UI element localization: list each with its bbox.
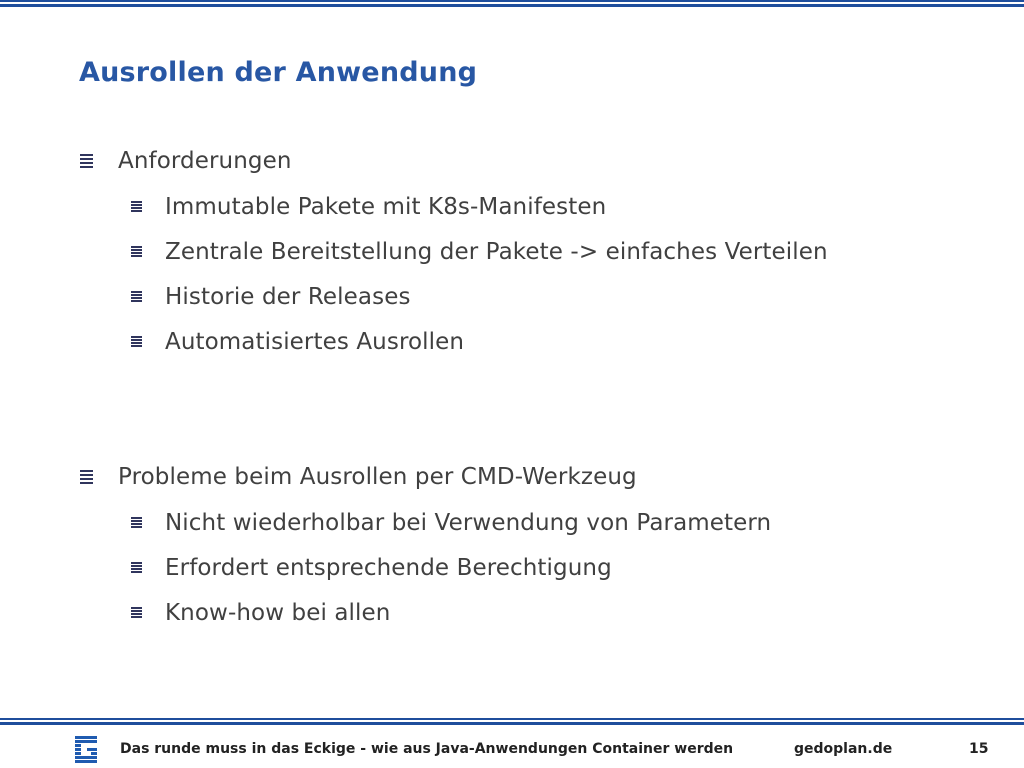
footer-rule bbox=[0, 718, 1024, 725]
list-item bbox=[131, 329, 464, 355]
bullet-icon bbox=[131, 517, 143, 529]
page-number: 15 bbox=[969, 741, 989, 757]
list-item-label: Nicht wiederholbar bei Verwendung von Parametern bbox=[165, 510, 772, 536]
list-item-label: Erfordert entsprechende Berechtigung bbox=[165, 555, 612, 581]
list-item bbox=[131, 239, 828, 265]
list-item-label: Know-how bei allen bbox=[165, 600, 391, 626]
list-item bbox=[131, 510, 771, 536]
list-item-heading bbox=[80, 148, 292, 174]
bullet-icon bbox=[131, 201, 143, 213]
bullet-icon bbox=[131, 291, 143, 303]
section-heading: Probleme beim Ausrollen per CMD-Werkzeug bbox=[118, 464, 637, 490]
footer-site: gedoplan.de bbox=[794, 741, 893, 757]
bullet-icon bbox=[131, 607, 143, 619]
gedoplan-g-logo-icon bbox=[73, 734, 99, 764]
slide-title: Ausrollen der Anwendung bbox=[79, 57, 478, 88]
list-item-heading bbox=[80, 464, 637, 490]
list-item-label: Historie der Releases bbox=[165, 284, 411, 310]
list-item-label: Automatisiertes Ausrollen bbox=[165, 329, 465, 355]
section-heading: Anforderungen bbox=[118, 148, 292, 174]
footer-caption: Das runde muss in das Eckige - wie aus Java-Anwendungen Container werden bbox=[120, 741, 734, 757]
list-item-label: Immutable Pakete mit K8s-Manifesten bbox=[165, 194, 607, 220]
list-item bbox=[131, 600, 390, 626]
gedoplan-logo-icon bbox=[73, 734, 99, 764]
list-item bbox=[131, 284, 411, 310]
list-item bbox=[131, 194, 606, 220]
bullet-icon bbox=[131, 336, 143, 348]
list-item bbox=[131, 555, 612, 581]
bullet-icon bbox=[80, 470, 94, 484]
list-item-label: Zentrale Bereitstellung der Pakete -> einfaches Verteilen bbox=[165, 239, 828, 265]
bullet-icon bbox=[131, 562, 143, 574]
bullet-icon bbox=[131, 246, 143, 258]
bullet-icon bbox=[80, 154, 94, 168]
